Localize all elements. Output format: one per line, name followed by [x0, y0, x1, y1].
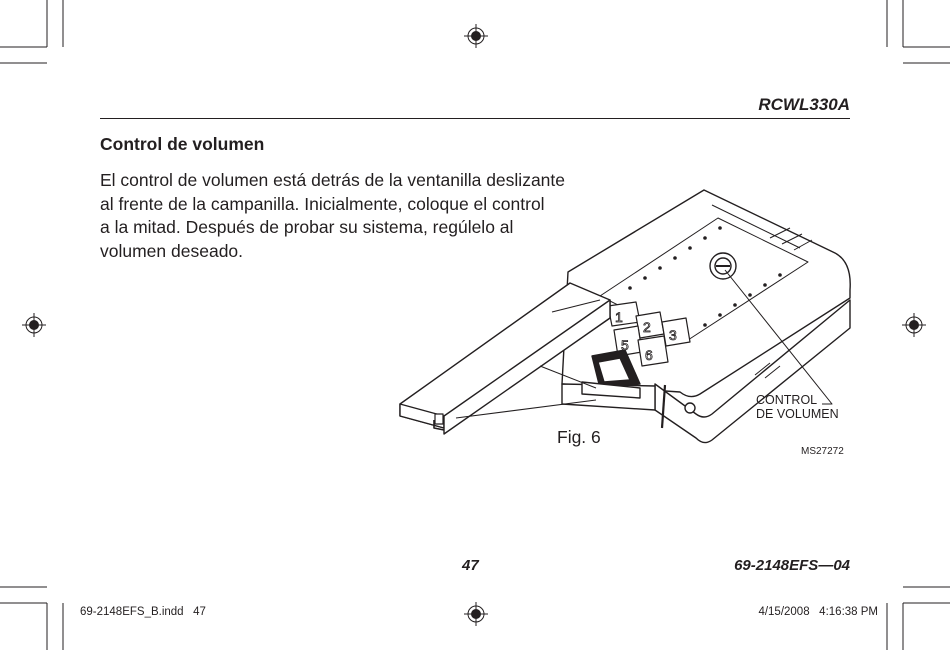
section-heading: Control de volumen [100, 134, 265, 154]
registration-mark-bottom [464, 602, 488, 626]
body-line: a la mitad. Después de probar su sistema, regúlelo al [100, 217, 514, 237]
registration-mark-left [22, 313, 46, 337]
key-3: 3 [669, 327, 677, 343]
figure-code: MS27272 [801, 446, 844, 457]
slug-datetime: 4/15/2008 4:16:38 PM [758, 606, 878, 618]
document-id: 69-2148EFS—04 [734, 557, 850, 574]
figure-caption: Fig. 6 [557, 427, 601, 447]
registration-mark-top [464, 24, 488, 48]
figure-callout [756, 393, 839, 421]
key-2: 2 [643, 319, 651, 335]
page-number: 47 [462, 557, 479, 574]
key-6: 6 [645, 347, 653, 363]
body-line: volumen deseado. [100, 240, 244, 261]
body-line: El control de volumen está detrás de la ventanilla deslizante [100, 170, 565, 190]
callout-line: DE VOLUMEN [756, 407, 839, 421]
body-line: al frente de la campanilla. Inicialmente, coloque el control [100, 193, 545, 214]
key-1: 1 [615, 309, 623, 325]
key-5: 5 [621, 337, 629, 353]
registration-mark-right [902, 313, 926, 337]
header-model: RCWL330A [758, 95, 850, 114]
header-rule [100, 118, 850, 119]
slug-filename: 69-2148EFS_B.indd 47 [80, 606, 206, 618]
callout-line: CONTROL [756, 393, 818, 407]
